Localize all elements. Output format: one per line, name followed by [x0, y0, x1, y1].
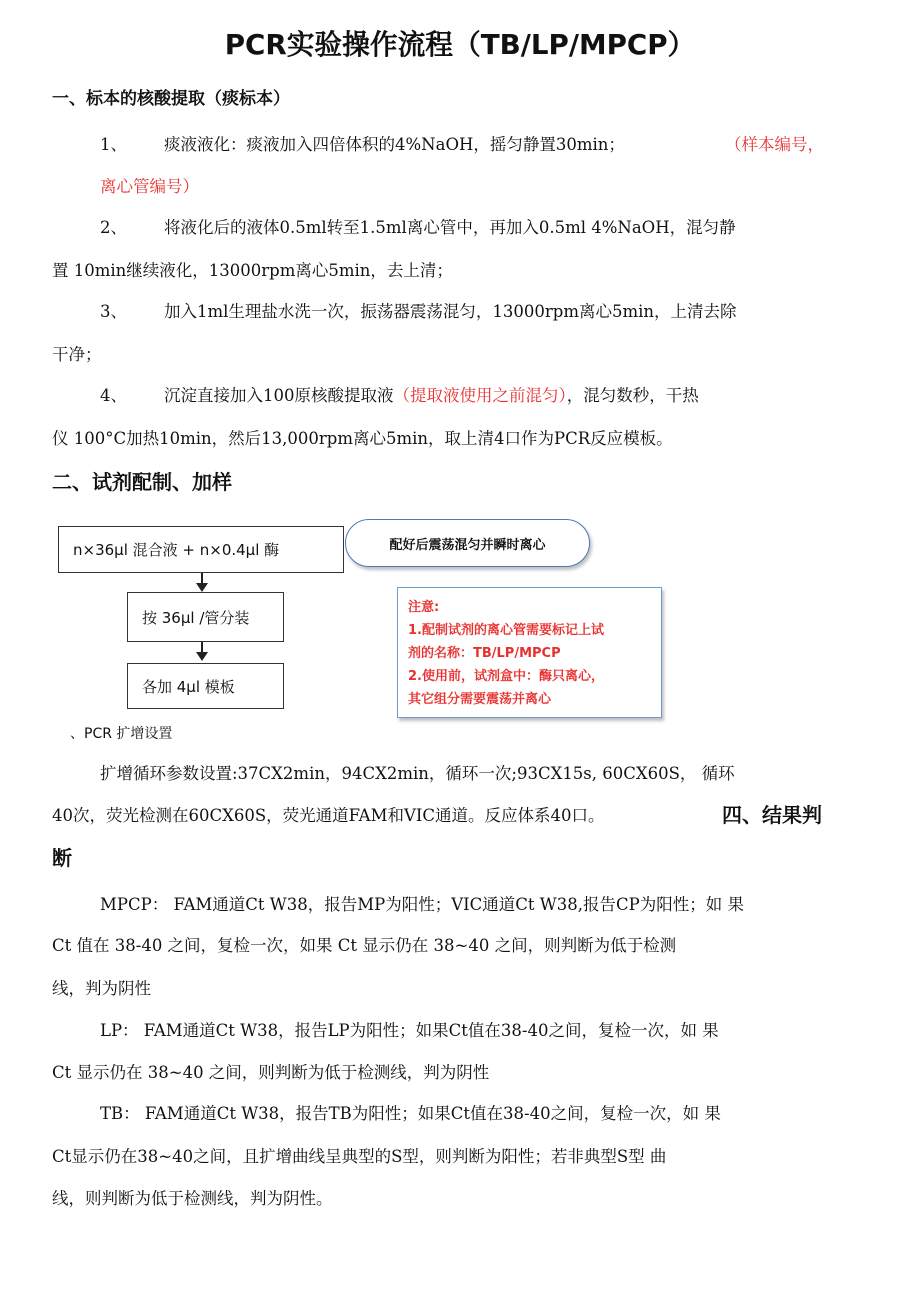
note-line2: 剂的名称：TB/LP/MPCP	[408, 646, 561, 661]
step4-line1-post: ，混匀数秒，干热	[566, 386, 699, 405]
flow-arrow-2-head	[196, 652, 208, 661]
mpcp-line1: MPCP： FAM通道Ct W38，报告MP为阳性；VIC通道Ct W38,报告CP为阳性；如 果	[100, 895, 744, 914]
mpcp-line3: 线，判为阴性	[52, 979, 151, 998]
section3-line1: 扩增循环参数设置:37CX2min，94CX2min，循环一次;93CX15s, 60CX60S， 循环	[100, 764, 735, 783]
step4-line2: 仪 100°C加热10min，然后13,000rpm离心5min，取上清4口作为PCR反应模板。	[52, 429, 673, 448]
step1-note-a: （样本编号，	[725, 135, 824, 154]
section3-heading: 、PCR 扩增设置	[70, 726, 173, 742]
mpcp-line2: Ct 值在 38-40 之间，复检一次，如果 Ct 显示仍在 38~40 之间，则判断为低于检测	[52, 936, 677, 955]
step2-number: 2、	[100, 218, 127, 237]
step1-text: 痰液液化：痰液加入四倍体积的4%NaOH，摇匀静置30min；	[164, 135, 625, 154]
note-box	[397, 587, 662, 718]
step4-line1-pre: 沉淀直接加入100原核酸提取液	[164, 386, 394, 405]
step2-line2: 置 10min继续液化，13000rpm离心5min，去上清；	[52, 261, 453, 280]
note-title: 注意:	[408, 600, 440, 615]
section1-heading: 一、标本的核酸提取（痰标本）	[52, 89, 290, 109]
step4-line1-red: （提取液使用之前混匀）	[393, 386, 567, 405]
note-line4: 其它组分需要震荡并离心	[408, 692, 552, 707]
lp-line1: LP： FAM通道Ct W38，报告LP为阳性；如果Ct值在38-40之间，复检一次，如 果	[100, 1021, 719, 1040]
step2-line1: 将液化后的液体0.5ml转至1.5ml离心管中，再加入0.5ml 4%NaOH，混匀静	[164, 218, 736, 237]
page-title: PCR实验操作流程（TB/LP/MPCP）	[224, 28, 696, 61]
flow-arrow-1-head	[196, 583, 208, 592]
step4-line1	[164, 382, 699, 406]
step3-line1: 加入1ml生理盐水洗一次，振荡器震荡混匀，13000rpm离心5min，上清去除	[164, 302, 737, 321]
tb-line2: Ct显示仍在38~40之间，且扩增曲线呈典型的S型，则判断为阳性；若非典型S型 曲	[52, 1147, 667, 1166]
section3-line2: 40次，荧光检测在60CX60S，荧光通道FAM和VIC通道。反应体系40口。	[52, 806, 605, 825]
step1-number: 1、	[100, 135, 127, 154]
flow-box-mix: n×36μl 混合液 + n×0.4μl 酶	[58, 526, 344, 573]
step4-number: 4、	[100, 386, 127, 405]
note-line1: 1.配制试剂的离心管需要标记上试	[408, 623, 604, 638]
step3-line2: 干净；	[52, 345, 102, 364]
note-line3: 2.使用前，试剂盒中：酶只离心，	[408, 669, 604, 684]
flow-box-template: 各加 4μl 模板	[127, 663, 284, 709]
flow-bubble: 配好后震荡混匀并瞬时离心	[345, 519, 590, 567]
tb-line3: 线，则判断为低于检测线，判为阴性。	[52, 1189, 333, 1208]
section4-heading-a: 四、结果判	[722, 803, 822, 827]
flow-box-dispense: 按 36μl /管分装	[127, 592, 284, 642]
step1-note-b: 离心管编号）	[100, 177, 199, 196]
tb-line1: TB： FAM通道Ct W38，报告TB为阳性；如果Ct值在38-40之间，复检一次，如 果	[100, 1104, 721, 1123]
section2-heading: 二、试剂配制、加样	[52, 470, 232, 494]
step3-number: 3、	[100, 302, 127, 321]
section4-heading-b: 断	[52, 846, 72, 870]
lp-line2: Ct 显示仍在 38~40 之间，则判断为低于检测线，判为阴性	[52, 1063, 490, 1082]
